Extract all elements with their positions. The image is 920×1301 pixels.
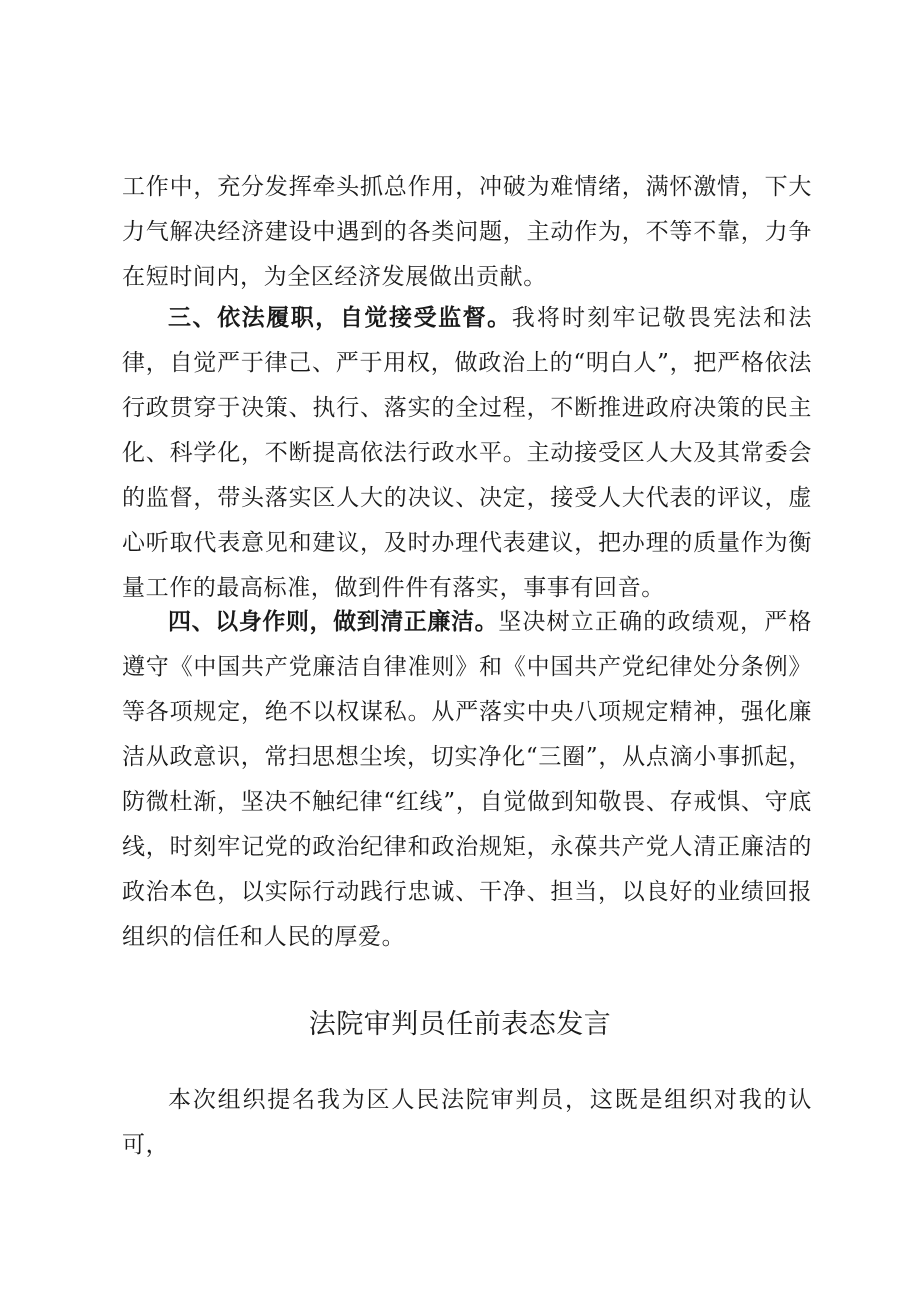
paragraph-continuation [122,165,812,300]
paragraph-heading: 四、以身作则，做到清正廉洁。 [168,609,499,635]
paragraph-lawful-duty [122,296,812,611]
paragraph-text: 坚决树立正确的政绩观，严格遵守《中国共产党廉洁自律准则》和《中国共产党纪律处分条例》等各项规定，绝不以权谋私。从严落实中央八项规定精神，强化廉洁从政意识，常扫思想尘埃，切实净化“三圈”，从点滴小事抓起，防微杜渐，坚决不触纪律“红线”，自觉做到知敬畏、存戒惧、守底线，时刻牢记党的政治纪律和政治规矩，永葆共产党人清正廉洁的政治本色，以实际行动践行忠诚、干净、担当，以良好的业绩回报组织的信任和人民的厚爱。 [122,609,812,950]
paragraph-text: 工作中，充分发挥牵头抓总作用，冲破为难情绪，满怀激情，下大力气解决经济建设中遇到的各类问题，主动作为，不等不靠，力争在短时间内，为全区经济发展做出贡献。 [122,174,812,290]
section-title: 法院审判员任前表态发言 [308,1009,612,1040]
section-paragraph [122,1078,812,1168]
paragraph-heading: 三、依法履职，自觉接受监督。 [168,305,512,331]
paragraph-integrity [122,600,812,960]
paragraph-text: 本次组织提名我为区人民法院审判员，这既是组织对我的认可， [122,1087,812,1158]
paragraph-text: 我将时刻牢记敬畏宪法和法律，自觉严于律己、严于用权，做政治上的“明白人”，把严格依法行政贯穿于决策、执行、落实的全过程，不断推进政府决策的民主化、科学化，不断提高依法行政水平。主动接受区人大及其常委会的监督，带头落实区人大的决议、决定，接受人大代表的评议，虚心听取代表意见和建议，及时办理代表建议，把办理的质量作为衡量工作的最高标准，做到件件有落实，事事有回音。 [122,305,813,601]
